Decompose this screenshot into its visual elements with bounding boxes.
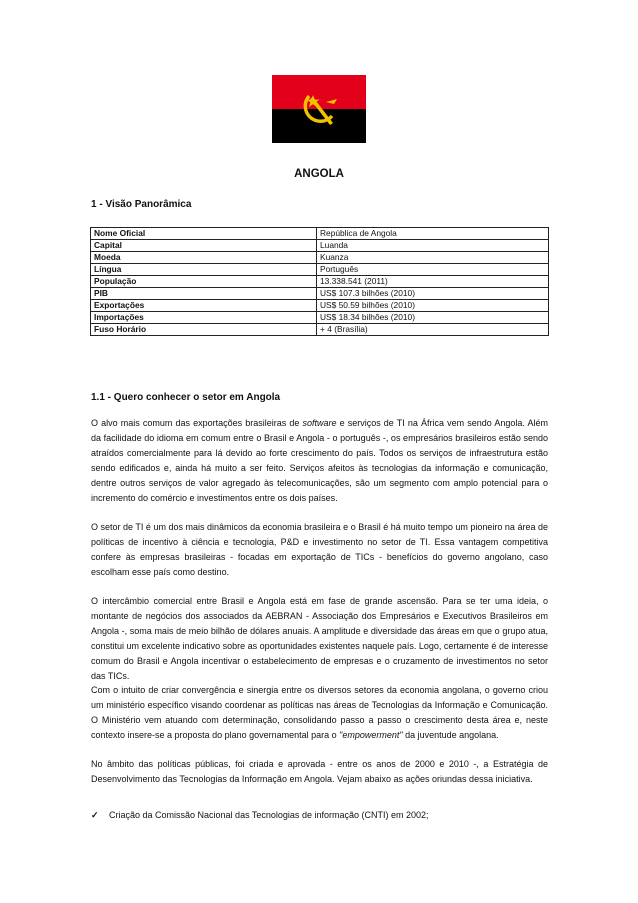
info-value-cell: US$ 50.59 bilhões (2010) bbox=[317, 300, 549, 312]
angola-flag bbox=[272, 75, 366, 143]
info-key-cell: Fuso Horário bbox=[91, 324, 317, 336]
paragraph-4-emphasis: "empowerment" bbox=[339, 729, 403, 740]
info-table-row bbox=[91, 240, 549, 252]
paragraph-1-text-start: O alvo mais comum das exportações brasileiras de bbox=[91, 418, 303, 428]
info-key-cell: Exportações bbox=[91, 300, 317, 312]
paragraph-3: O intercâmbio comercial entre Brasil e Angola está em fase de grande ascensão. Para se ter uma ideia, o montante de negócios dos associados da AEBRAN - Associação dos Empresários e Executivos Brasileiros em Angola -, soma mais de meio bilhão de dólares anuais. A amplitude e diversidade das áreas em que o grupo atua, constitui um excelente indicativo sobre as oportunidades existentes naquele país. Logo, certamente é de interesse comum do Brasil e Angola incentivar o estabelecimento de empresas e o cruzamento de investimentos no setor das TICs. bbox=[91, 596, 548, 681]
flag-black-band bbox=[272, 109, 366, 143]
info-key-cell: Moeda bbox=[91, 252, 317, 264]
page-title: ANGOLA bbox=[294, 168, 344, 180]
paragraph-2: O setor de TI é um dos mais dinâmicos da economia brasileira e o Brasil é há muito tempo um pioneiro na área de políticas de incentivo à ciência e tecnologia, P&D e investimento no setor de TI. Essa vantagem competitiva confere às empresas brasileiras - focadas em exportação de TICs - benefícios do governo angolano, caso escolham esse país como destino. bbox=[91, 522, 548, 577]
info-table-row bbox=[91, 228, 549, 240]
paragraph-4 bbox=[91, 683, 548, 743]
bullet-list-item bbox=[91, 808, 548, 823]
paragraph-4-text-start: Com o intuito de criar convergência e sinergia entre os diversos setores da economia angolana, o governo criou um ministério específico visando coordenar as políticas nas áreas de Tecnologias da Informação e Comunicação. O Ministério vem atuando com determinação, consolidando passo a passo o crescimento desta área e, neste contexto insere-se a proposta do plano governamental para o bbox=[91, 685, 548, 740]
info-value-cell: US$ 107.3 bilhões (2010) bbox=[317, 288, 549, 300]
info-table-row bbox=[91, 276, 549, 288]
info-table-row bbox=[91, 312, 549, 324]
section-heading-sector: 1.1 - Quero conhecer o setor em Angola bbox=[91, 392, 281, 403]
country-info-table bbox=[90, 227, 549, 336]
bullet-text: Criação da Comissão Nacional das Tecnologias de informação (CNTI) em 2002; bbox=[109, 810, 429, 820]
paragraph-5: No âmbito das políticas públicas, foi criada e aprovada - entre os anos de 2000 e 2010 -, a Estratégia de Desenvolvimento das Tecnologias da Informação em Angola. Vejam abaixo as ações oriundas dessa iniciativa. bbox=[91, 759, 548, 784]
info-table-row bbox=[91, 264, 549, 276]
info-value-cell: + 4 (Brasília) bbox=[317, 324, 549, 336]
info-value-cell: República de Angola bbox=[317, 228, 549, 240]
flag-red-band bbox=[272, 75, 366, 109]
info-value-cell: US$ 18.34 bilhões (2010) bbox=[317, 312, 549, 324]
info-table-row bbox=[91, 324, 549, 336]
info-table-row bbox=[91, 300, 549, 312]
info-key-cell: População bbox=[91, 276, 317, 288]
info-value-cell: Português bbox=[317, 264, 549, 276]
checkmark-icon: ✓ bbox=[91, 810, 99, 820]
paragraph-1 bbox=[91, 416, 548, 505]
section-heading-overview: 1 - Visão Panorâmica bbox=[91, 199, 192, 210]
info-value-cell: 13.338.541 (2011) bbox=[317, 276, 549, 288]
paragraph-1-emphasis: software bbox=[302, 418, 337, 428]
paragraph-1-text-end: e serviços de TI na África vem sendo Angola. Além da facilidade do idioma em comum entre o Brasil e Angola - o português -, os empresários brasileiros estão sendo atraídos comercialmente para lá devido ao forte crescimento do país. Todos os serviços de infraestrutura estão sendo edificados e, ainda há muito a ser feito. Serviços afeitos às tecnologias da informação e comunicação, dentre outros serviços de valor agregado às telecomunicações, são um segmento com amplo potencial para o incremento do comércio e investimentos entre os dois países. bbox=[91, 418, 548, 503]
info-table-row bbox=[91, 288, 549, 300]
info-key-cell: Capital bbox=[91, 240, 317, 252]
info-value-cell: Luanda bbox=[317, 240, 549, 252]
info-value-cell: Kuanza bbox=[317, 252, 549, 264]
info-key-cell: Língua bbox=[91, 264, 317, 276]
info-key-cell: Nome Oficial bbox=[91, 228, 317, 240]
paragraph-4-text-end: da juventude angolana. bbox=[402, 729, 499, 740]
info-key-cell: PIB bbox=[91, 288, 317, 300]
info-table-row bbox=[91, 252, 549, 264]
info-key-cell: Importações bbox=[91, 312, 317, 324]
